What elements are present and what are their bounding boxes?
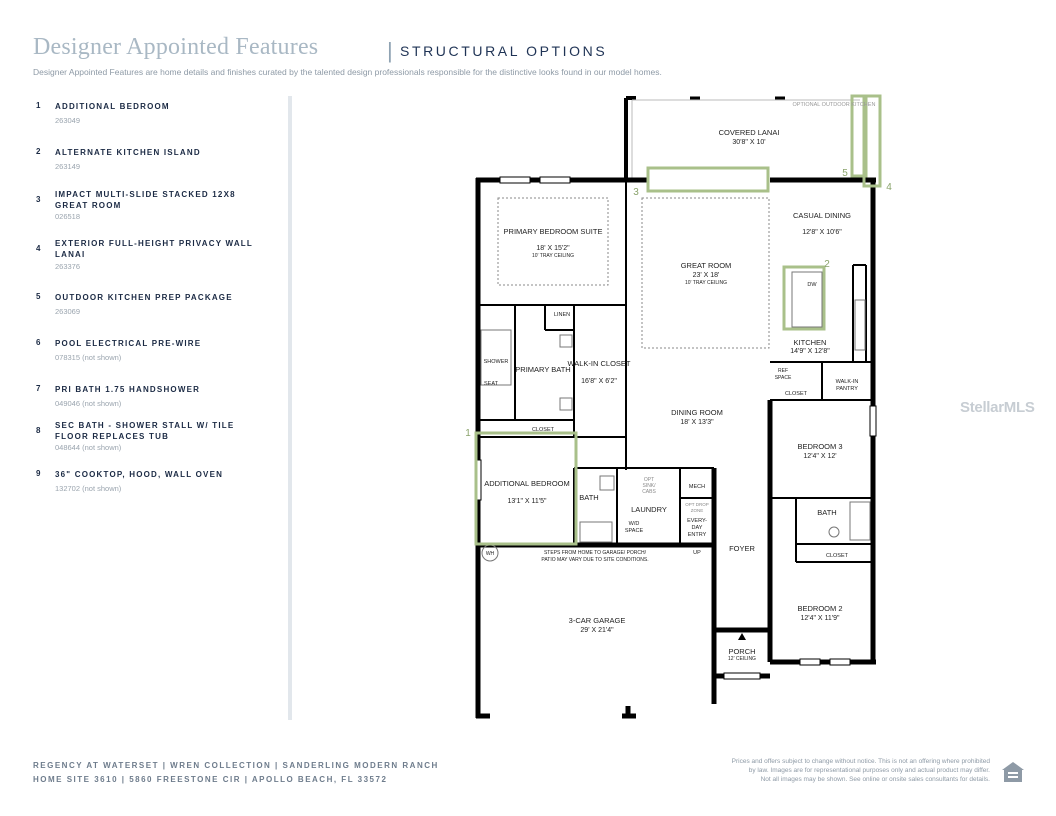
feature-name: POOL ELECTRICAL PRE-WIRE [55, 339, 202, 348]
plan-label: OPTIONAL OUTDOOR KITCHEN [792, 102, 876, 108]
vertical-divider [288, 96, 292, 720]
option-markers [465, 168, 892, 439]
feature-name: EXTERIOR FULL-HEIGHT PRIVACY WALL LANAI [55, 239, 253, 259]
option-marker: 5 [842, 168, 848, 179]
plan-label: LAUNDRY [631, 505, 667, 514]
feature-name: PRI BATH 1.75 HANDSHOWER [55, 385, 201, 394]
room-name: ADDITIONAL BEDROOM [484, 479, 570, 488]
feature-number: 7 [36, 384, 41, 393]
page-subtitle: STRUCTURAL OPTIONS [400, 43, 608, 59]
footer-community: REGENCY AT WATERSET | WREN COLLECTION | SANDERLING MODERN RANCH [33, 761, 439, 770]
room-dims: 29' X 21'4" [580, 627, 614, 634]
room-name: 3-CAR GARAGE [568, 616, 626, 625]
room-note: 10' TRAY CEILING [684, 280, 728, 286]
feature-code: 026518 [55, 212, 81, 221]
plan-label: W/D [628, 521, 640, 527]
room-name: PRIMARY BATH [515, 365, 571, 374]
room-note: 12' CEILING [728, 656, 756, 662]
plan-label: UP [693, 550, 701, 556]
room-name: KITCHEN [793, 338, 827, 347]
feature-code: 263376 [55, 262, 81, 271]
plan-label: MECH [688, 484, 706, 490]
feature-code: 263149 [55, 162, 81, 171]
plan-label: STEPS FROM HOME TO GARAGE/ PORCH/ [543, 550, 647, 556]
watermark: StellarMLS [960, 399, 1035, 416]
plan-label: PANTRY [836, 386, 858, 392]
feature-name: IMPACT MULTI-SLIDE STACKED 12X8 GREAT ROOM [55, 190, 236, 210]
plan-label: SEAT [484, 381, 498, 387]
feature-name: OUTDOOR KITCHEN PREP PACKAGE [55, 293, 233, 302]
plan-label: OPT DROP [685, 502, 709, 507]
room-name: BEDROOM 2 [797, 604, 843, 613]
plan-label: SHOWER [483, 359, 509, 365]
feature-name: ADDITIONAL BEDROOM [55, 102, 170, 111]
feature-code: 078315 (not shown) [55, 353, 122, 362]
feature-number: 2 [36, 147, 41, 156]
plan-label: ENTRY [687, 532, 707, 538]
title-separator: | [387, 38, 393, 63]
plan-label: BATH [817, 508, 837, 517]
plan-label: FOYER [729, 544, 755, 553]
feature-code: 263069 [55, 307, 81, 316]
plan-labels [484, 102, 876, 662]
room-note: 10' TRAY CEILING [531, 253, 575, 259]
room-dims: 30'8" X 10' [732, 139, 766, 146]
plan-label: SPACE [774, 375, 792, 381]
plan-label: ZONE [690, 508, 704, 513]
option-marker: 4 [886, 182, 892, 193]
room-dims: 12'8" X 10'6" [802, 229, 842, 236]
footer-disclaimer-3: Not all images may be shown. See online or onsite sales consultants for details. [760, 776, 990, 783]
entry-arrow-icon [738, 633, 746, 640]
plan-label: BATH [579, 493, 599, 502]
room-dims: 14'9" X 12'8" [790, 348, 830, 355]
floor-plan [440, 90, 900, 730]
feature-code: 132702 (not shown) [55, 484, 122, 493]
feature-name: 36" COOKTOP, HOOD, WALL OVEN [55, 470, 224, 479]
feature-number: 4 [36, 244, 41, 253]
option-marker: 3 [633, 187, 639, 198]
plan-label: PATIO MAY VARY DUE TO SITE CONDITIONS. [541, 557, 649, 563]
plan-label: SINK/ [642, 483, 656, 489]
feature-name: SEC BATH - SHOWER STALL W/ TILE FLOOR REPLACES TUB [55, 421, 235, 441]
room-dims: 12'4" X 12' [803, 453, 837, 460]
room-dims: 16'8" X 6'2" [581, 378, 617, 385]
plan-label: DAY [691, 525, 703, 531]
feature-number: 1 [36, 101, 41, 110]
tray-ceilings [498, 198, 769, 348]
plan-label: OPT [643, 477, 655, 483]
page-title: Designer Appointed Features [33, 34, 319, 60]
room-name: WALK-IN CLOSET [567, 359, 631, 368]
feature-number: 9 [36, 469, 41, 478]
plan-label: CLOSET [784, 391, 808, 397]
room-name: PRIMARY BEDROOM SUITE [503, 227, 603, 236]
plan-label: SPACE [624, 528, 644, 534]
feature-number: 6 [36, 338, 41, 347]
plan-label: DW [807, 282, 817, 288]
room-name: COVERED LANAI [718, 128, 780, 137]
plan-label: CABS [642, 489, 656, 495]
plan-label: WH [485, 551, 495, 557]
room-dims: 18' X 13'3" [680, 419, 714, 426]
room-name: PORCH [728, 647, 756, 656]
plan-label: REF [778, 368, 788, 374]
plan-label: WALK-IN [835, 379, 859, 385]
room-dims: 18' X 15'2" [536, 245, 570, 252]
option-highlights [476, 96, 880, 544]
plan-label: CLOSET [531, 427, 555, 433]
room-name: CASUAL DINING [792, 211, 852, 220]
option-marker: 2 [824, 259, 830, 270]
feature-code: 049046 (not shown) [55, 399, 122, 408]
footer-disclaimer-1: Prices and offers subject to change without notice. This is not an offering where prohibited [731, 758, 990, 765]
room-name: BEDROOM 3 [797, 442, 843, 451]
footer-address: HOME SITE 3610 | 5860 FREESTONE CIR | APOLLO BEACH, FL 33572 [33, 775, 388, 784]
feature-code: 263049 [55, 116, 81, 125]
plan-label: LINEN [553, 312, 571, 318]
feature-number: 5 [36, 292, 41, 301]
room-dims: 13'1" X 11'5" [507, 498, 547, 505]
room-name: GREAT ROOM [680, 261, 732, 270]
feature-number: 8 [36, 426, 41, 435]
plan-label: CLOSET [825, 553, 849, 559]
feature-number: 3 [36, 195, 41, 204]
feature-name: ALTERNATE KITCHEN ISLAND [55, 148, 201, 157]
room-name: DINING ROOM [671, 408, 723, 417]
equal-housing-icon [1000, 760, 1026, 786]
option-marker: 1 [465, 428, 471, 439]
room-dims: 12'4" X 11'9" [800, 615, 840, 622]
feature-code: 048644 (not shown) [55, 443, 122, 452]
room-dims: 23' X 18' [692, 272, 720, 279]
page-description: Designer Appointed Features are home details and finishes curated by the talented design professionals responsible for the distinctive looks found in our model homes. [33, 67, 662, 77]
plan-label: EVERY- [687, 518, 707, 524]
footer-disclaimer-2: by law. Images are for representational purposes only and actual product may differ. [748, 767, 990, 774]
